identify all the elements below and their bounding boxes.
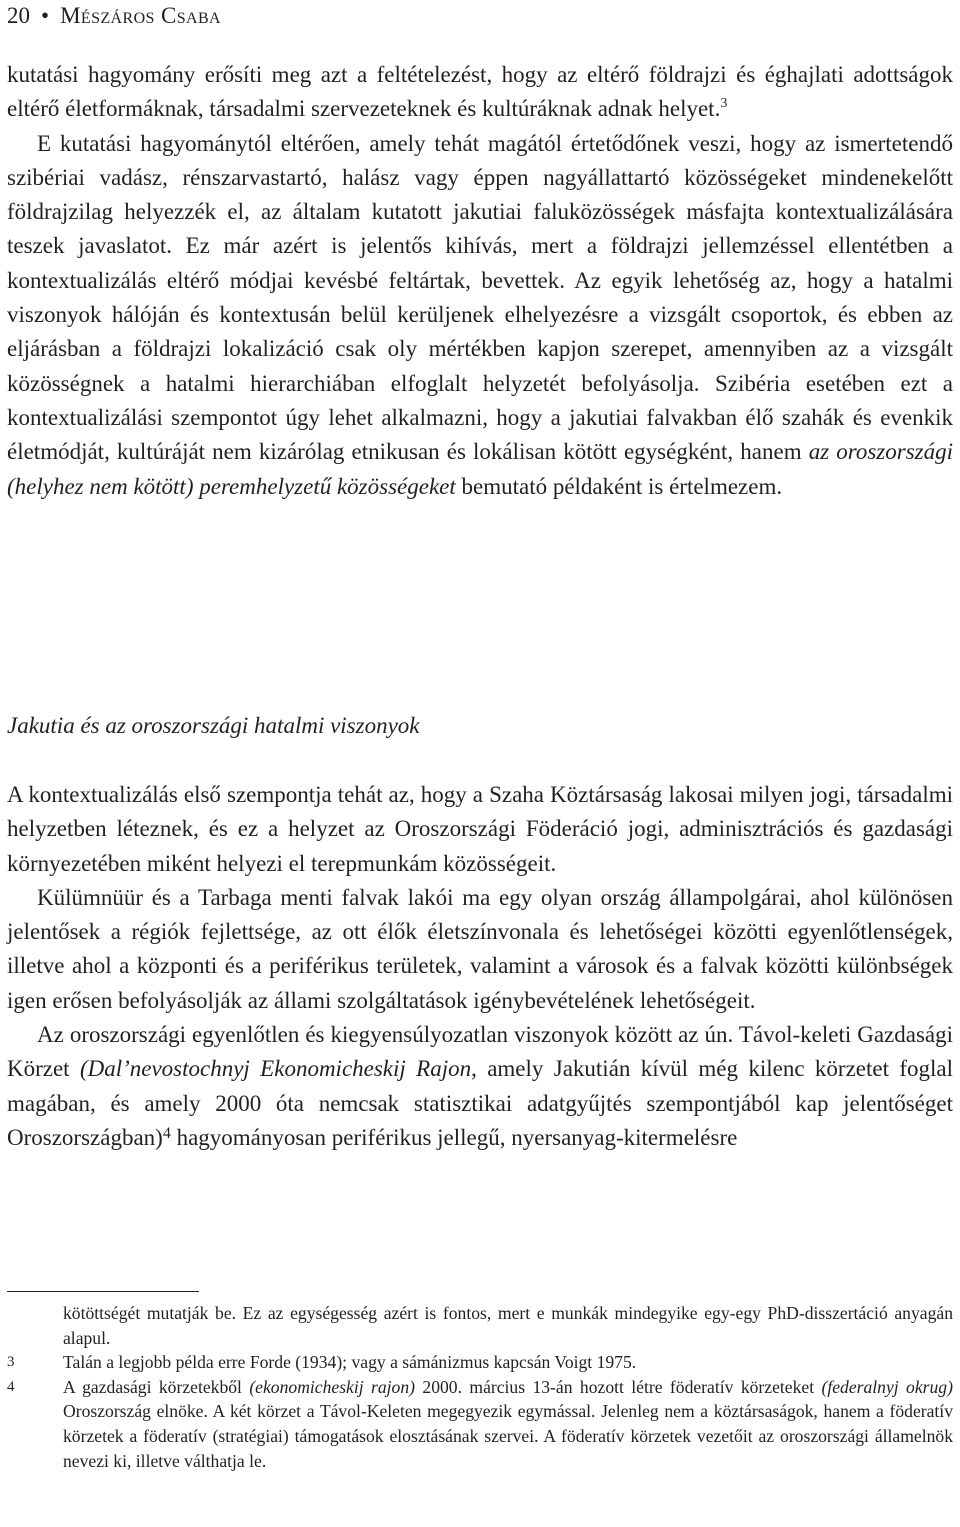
paragraph-5-text-b: , amely Jakutián kívül még kilenc körzetet foglal magában, és amely 2000 óta nemcsak statisztikai adatgyűjtés szempontjából kap jelentőséget Oroszországban) xyxy=(7,1056,953,1150)
paragraph-5-text-c: hagyományosan periférikus jellegű, nyersanyag-kitermelésre xyxy=(176,1124,738,1150)
running-head xyxy=(7,3,221,29)
footnote-4-text-a: A gazdasági körzetekből xyxy=(63,1376,242,1397)
paragraph-2-italic: az oroszországi (helyhez nem kötött) peremhelyzetű közösségeket xyxy=(7,439,953,499)
paragraph-1 xyxy=(7,58,953,127)
footnote-3-number: 3 xyxy=(7,1354,15,1371)
paragraph-2-text-a: E kutatási hagyománytól eltérően, amely tehát magától értetődőnek veszi, hogy az ismertetendő szibériai vadász, rénszarvastartó, halász vagy éppen nagyállattartó közösségeket mindenekelőtt földrajzilag helyezzék el, az általam kutatott jakutiai faluközösségek másfajta kontextualizálására teszek javaslatot. Ez már azért is jelentős kihívás, mert a földrajzi jellemzéssel ellentétben a kontextualizálás eltérő módjai kevésbé feltártak, bevettek. Az egyik lehetőség az, hogy a hatalmi viszonyok hálóján és kontextusán belül kerüljenek elhelyezésre a vizsgált csoportok, és ebben az eljárásban a földrajzi lokalizáció csak oly mértékben kapjon szerepet, amennyiben az a vizsgált közösségnek a hatalmi hierarchiában elfoglalt helyzetét befolyásolja. Szibéria esetében ezt a kontextualizálási szempontot úgy lehet alkalmazni, hogy a jakutiai falvakban élő szahák és evenkik életmódját, kultúráját nem kizárólag etnikusan és lokálisan kötött egységként, hanem xyxy=(7,130,953,465)
footnote-4 xyxy=(7,1375,953,1473)
page-number: 20 xyxy=(7,3,30,28)
paragraph-1-text: kutatási hagyomány erősíti meg azt a feltételezést, hogy az eltérő földrajzi és éghajlati adottságok eltérő életformáknak, társadalmi szervezeteknek és kultúráknak adnak helyet. xyxy=(7,62,953,122)
footnote-4-number: 4 xyxy=(7,1378,15,1395)
footnote-3 xyxy=(7,1350,953,1375)
footnote-ref-3[interactable]: 3 xyxy=(720,96,728,112)
paragraph-4: Külümnüür és a Tarbaga menti falvak lakói ma egy olyan ország állampolgárai, ahol különösen jelentősek a régiók fejlettsége, az ott élők életszínvonala és lehetőségei közötti egyenlőtlenségek, illetve ahol a központi és a periférikus területek, valamint a városok és a falvak közötti különbségek igen erősen befolyásolják az állami szolgáltatások igénybevételének lehetőségeit. xyxy=(7,884,953,1013)
paragraph-5-italic: (Dal’nevostochnyj Ekonomicheskij Rajon xyxy=(79,1056,472,1082)
footnote-continuation xyxy=(7,1301,953,1350)
paragraph-2-text-b: bemutató példaként is értelmezem. xyxy=(461,473,783,499)
paragraph-5-text-a: Az oroszországi egyenlőtlen és kiegyensúlyozatlan viszonyok között az ún. Távol-keleti Gazdasági Körzet xyxy=(7,1022,953,1082)
paragraph-5 xyxy=(7,1018,953,1155)
footnote-rule xyxy=(7,1291,199,1292)
paragraph-3: A kontextualizálás első szempontja tehát az, hogy a Szaha Köztársaság lakosai milyen jogi, társadalmi helyzetben léteznek, és ez a helyzet az Oroszországi Föderáció jogi, adminisztrációs és gazdasági környezetében miként helyezi el terepmunkám közösségeit. xyxy=(7,782,953,876)
footnote-4-text-c: Oroszország elnöke. A két körzet a Távol-Keleten megegyezik egymással. Jelenleg nem a köztársaságok, hanem a föderatív körzetek a föderatív (stratégiai) támogatások elosztásának szervei. A föderatív körzetek vezetőit az oroszországi államelnök nevezi ki, illetve válthatja le. xyxy=(63,1401,953,1471)
body-text-bottom xyxy=(7,778,953,1155)
footnote-4-italic-a: (ekonomicheskij rajon) xyxy=(249,1376,416,1397)
footnote-3-text: Talán a legjobb példa erre Forde (1934); vagy a sámánizmus kapcsán Voigt 1975. xyxy=(63,1352,637,1373)
footnote-4-italic-b: (federalnyj okrug) xyxy=(821,1376,953,1397)
author-name: Mészáros Csaba xyxy=(60,3,222,28)
footnote-ref-4[interactable]: 4 xyxy=(162,1124,171,1142)
bullet-separator: • xyxy=(41,3,50,28)
section-heading: Jakutia és az oroszországi hatalmi viszonyok xyxy=(7,713,420,738)
footnotes xyxy=(7,1301,953,1473)
paragraph-2 xyxy=(7,127,953,504)
body-text-top xyxy=(7,58,953,504)
footnote-4-text-b: 2000. március 13-án hozott létre föderatív körzeteket xyxy=(422,1376,815,1397)
footnote-continuation-text: kötöttségét mutatják be. Ez az egységesség azért is fontos, mert e munkák mindegyike egy-egy PhD-disszertáció anyagán alapul. xyxy=(63,1303,953,1348)
